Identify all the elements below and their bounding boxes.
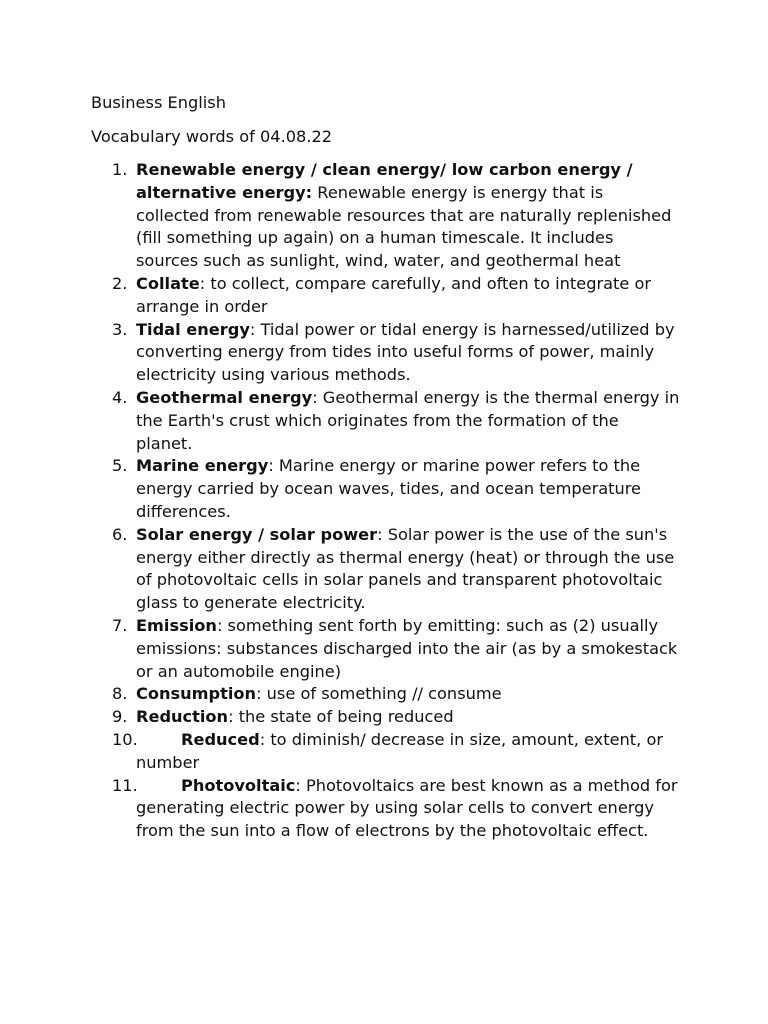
item-term: Photovoltaic	[181, 775, 296, 795]
list-item	[0, 524, 768, 615]
item-number: 1.	[112, 160, 128, 179]
item-definition: : something sent forth by emitting: such as (2) usually emissions: substances discharged into the air (as by a smokestack or an automobile engine)	[136, 615, 678, 681]
list-item	[0, 683, 768, 706]
item-definition: Renewable energy is energy that is collected from renewable resources that are naturally replenished (fill something up again) on a human timescale. It includes sources such as sunlight, wind, water, and geothermal heat	[136, 182, 672, 271]
item-term: Geothermal energy	[136, 387, 313, 407]
item-definition: : to collect, compare carefully, and often to integrate or arrange in order	[136, 273, 652, 316]
list-item	[0, 775, 768, 843]
item-number: 3.	[112, 319, 128, 339]
list-item	[0, 319, 768, 387]
item-term: Marine energy	[136, 456, 269, 476]
item-definition: : Geothermal energy is the thermal energy in the Earth's crust which originates from the formation of the planet.	[136, 387, 680, 453]
item-term: Renewable energy / clean energy/ low carbon energy / alternative energy:	[136, 160, 633, 202]
item-number: 7.	[112, 615, 128, 635]
item-number: 5.	[112, 456, 128, 476]
item-term: Solar energy / solar power	[136, 524, 378, 544]
list-item	[0, 455, 768, 523]
item-definition: : use of something // consume	[256, 684, 502, 704]
item-definition: : Solar power is the use of the sun's energy either directly as thermal energy (heat) or through the use of photovoltaic cells in solar panels and transparent photovoltaic glass to generate electricity.	[136, 524, 675, 613]
list-item	[0, 273, 768, 319]
list-item	[0, 729, 768, 775]
item-number: 8.	[112, 684, 128, 704]
item-term: Emission	[136, 615, 217, 635]
item-number: 9.	[112, 707, 128, 727]
item-number: 4.	[112, 387, 128, 407]
document-title: Business English	[91, 93, 226, 112]
list-item	[0, 706, 768, 729]
item-term: Reduced	[181, 729, 260, 749]
item-term: Tidal energy	[136, 319, 250, 339]
item-term: Collate	[136, 273, 200, 293]
item-number: 6.	[112, 524, 128, 544]
item-definition: : Marine energy or marine power refers to the energy carried by ocean waves, tides, and ocean temperature differences.	[136, 456, 642, 521]
item-definition: : Photovoltaics are best known as a method for generating electric power by using solar cells to convert energy from the sun into a flow of electrons by the photovoltaic effect.	[136, 775, 678, 841]
item-definition: : Tidal power or tidal energy is harnessed/utilized by converting energy from tides into useful forms of power, mainly electricity using various methods.	[136, 319, 675, 385]
item-term: Consumption	[136, 684, 257, 704]
item-number: 11.	[112, 775, 138, 795]
item-definition: : the state of being reduced	[228, 707, 454, 727]
list-item	[0, 615, 768, 683]
vocabulary-list	[0, 159, 768, 843]
item-term: Reduction	[136, 707, 229, 727]
item-number: 2.	[112, 273, 128, 293]
list-item	[0, 387, 768, 455]
item-number: 10.	[112, 729, 138, 749]
item-definition: : to diminish/ decrease in size, amount, extent, or number	[136, 729, 663, 772]
document-subtitle: Vocabulary words of 04.08.22	[91, 127, 333, 146]
list-item	[0, 159, 768, 273]
